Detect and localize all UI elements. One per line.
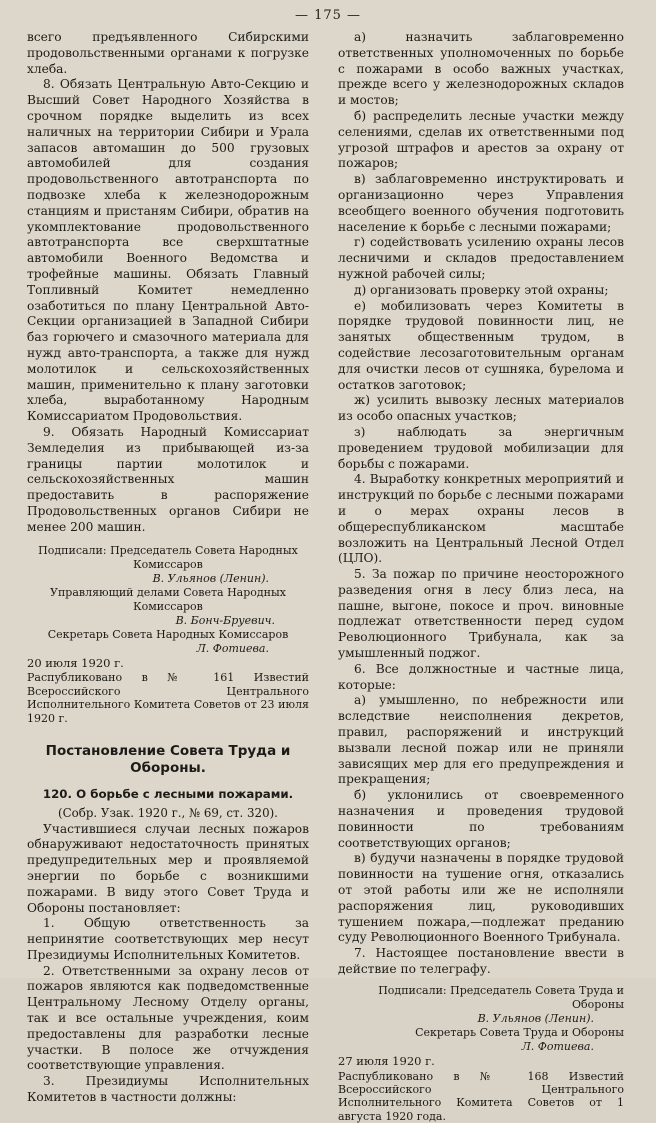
signature-chairman: Подписали: Председатель Совета Народных Комиссаров [38, 543, 298, 571]
signature-chairman-name: В. Ульянов (Ленин). [152, 571, 269, 585]
document-date: 20 июля 1920 г. [27, 655, 124, 670]
page-number: — 175 — [294, 8, 362, 23]
item-zh: ж) усилить вывозку лесных материалов из особо опасных участков; [338, 393, 624, 424]
item-6a: а) умышленно, по небрежности или вследствие неисполнения декретов, правил, распоряжений и инструкций вызвали лесной пожар или не приняли зависящих мер для его предупреждения и прекращения; [338, 693, 624, 787]
paragraph-5: 5. За пожар по причине неосторожного разведения огня в лесу близ леса, на пашне, выгоне, покосе и проч. виновные подлежат ответственности перед судом Революционного Трибунала, как за умышленный поджог. [338, 567, 624, 661]
signature-sto-secretary: Секретарь Совета Труда и Обороны [415, 1025, 624, 1039]
paragraph-intro: всего предъявленного Сибирскими продовольственными органами к погрузке хлеба. [27, 30, 309, 76]
signature-sto-secretary-name: Л. Фотиева. [521, 1039, 594, 1053]
decree-date: 27 июля 1920 г. [338, 1053, 435, 1068]
signature-manager-name: В. Бонч-Бруевич. [175, 613, 275, 627]
signature-secretary-name: Л. Фотиева. [196, 641, 269, 655]
item-d: д) организовать проверку этой охраны; [354, 282, 609, 297]
item-v: в) заблаговременно инструктировать и организационно через Управления всеобщего военного обучения подготовить население к борьбе с лесными пожарами; [338, 172, 624, 234]
paragraph-3: 3. Президиумы Исполнительных Комитетов в частности должны: [27, 1074, 309, 1105]
item-g: г) содействовать усилению охраны лесов лесничими и складов предоставлением нужной рабочей силы; [338, 235, 624, 281]
collection-reference: (Собр. Узак. 1920 г., № 69, ст. 320). [58, 805, 278, 820]
item-e: е) мобилизовать через Комитеты в порядке трудовой повинности лиц, не занятых общественным трудом, в содействие лесозаготовительным органам для очистки лесов от сушняка, бурелома и остатков заготовок; [338, 298, 624, 392]
paragraph-1: 1. Общую ответственность за непринятие соответствующих мер несут Президиумы Исполнительных Комитетов. [27, 916, 309, 962]
paragraph-6: 6. Все должностные и частные лица, которые: [338, 661, 624, 692]
item-a: а) назначить заблаговременно ответственных уполномоченных по борьбе с пожарами в особо важных участках, прежде всего у железнодорожных складов и мостов; [338, 30, 624, 108]
signature-manager: Управляющий делами Совета Народных Комиссаров [50, 585, 286, 613]
decree-subtitle: 120. О борьбе с лесными пожарами. [42, 786, 294, 801]
left-column [27, 30, 309, 1106]
paragraph-preamble: Участившиеся случаи лесных пожаров обнаруживают недостаточность принятых предупредительных мер и проявляемой энергии по борьбе с возникшими пожарами. В виду этого Совет Труда и Обороны постановляет: [27, 821, 309, 915]
paragraph-2: 2. Ответственными за охрану лесов от пожаров являются как подведомственные Центральному Лесному Отделу органы, так и все остальные учреждения, коим предоставлены для разработки лесные участки. В полосе же отчуждения соответствующие управления. [27, 963, 309, 1073]
paragraph-7: 7. Настоящее постановление ввести в действие по телеграфу. [338, 946, 624, 977]
item-z: з) наблюдать за энергичным проведением трудовой мобилизации для борьбы с пожарами. [338, 424, 624, 471]
right-column [338, 30, 624, 1123]
decree-title: Постановление Совета Труда и Обороны. [45, 742, 291, 776]
item-b: б) распределить лесные участки между селениями, сделав их ответственными под угрозой штрафов и арестов за охрану от пожаров; [338, 108, 624, 171]
publication-note-2: Распубликовано в № 168 Известий Всероссийского Центрального Исполнительного Комитета Советов от 1 августа 1920 года. [338, 1069, 624, 1123]
paragraph-4: 4. Выработку конкретных мероприятий и инструкций по борьбе с лесными пожарами и о мерах охраны лесов в общереспубликанском масштабе возложить на Центральный Лесной Отдел (ЦЛО). [338, 472, 624, 566]
item-6v: в) будучи назначены в порядке трудовой повинности на тушение огня, отказались от этой работы или же не исполняли распоряжения лиц, руководивших тушением пожара,—подлежат преданию суду Революционного Военного Трибунала. [338, 851, 624, 945]
signature-secretary: Секретарь Совета Народных Комиссаров [47, 627, 289, 641]
item-6b: б) уклонились от своевременного назначения и проведения трудовой повинности по требованиям соответствующих органов; [338, 788, 624, 850]
publication-note: Распубликовано в № 161 Известий Всероссийского Центрального Исполнительного Комитета Советов от 23 июля 1920 г. [27, 671, 309, 725]
signature-sto-chairman: Подписали: Председатель Совета Труда и Обороны [378, 983, 624, 1011]
paragraph-9: 9. Обязать Народный Комиссариат Земледелия из прибывающей из-за границы партии молотилок и сельскохозяйственных машин предоставить в распоряжение Продовольственных органов Сибири не менее 200 машин. [27, 424, 309, 534]
paragraph-8: 8. Обязать Центральную Авто-Секцию и Высший Совет Народного Хозяйства в срочном порядке выделить из всех наличных на территории Сибири и Урала запасов автомашин до 500 грузовых автомобилей для создания продовольственного автотранспорта по подвозке хлеба к железнодорожным станциям и пристаням Сибири, обратив на укомплектование продовольственного автотранспорта все сверхштатные автомобили Военного Ведомства и трофейные машины. Обязать Главный Топливный Комитет немедленно озаботиться по плану Центральной Авто-Секции организацией в Западной Сибири баз горючего и смазочного материала для нужд авто-транспорта, а также для нужд молотилок и сельскохозяйственных машин, применительно к плану заготовки хлеба, выработанному Народным Комиссариатом Продовольствия. [27, 77, 309, 424]
signature-sto-chairman-name: В. Ульянов (Ленин). [477, 1011, 594, 1025]
